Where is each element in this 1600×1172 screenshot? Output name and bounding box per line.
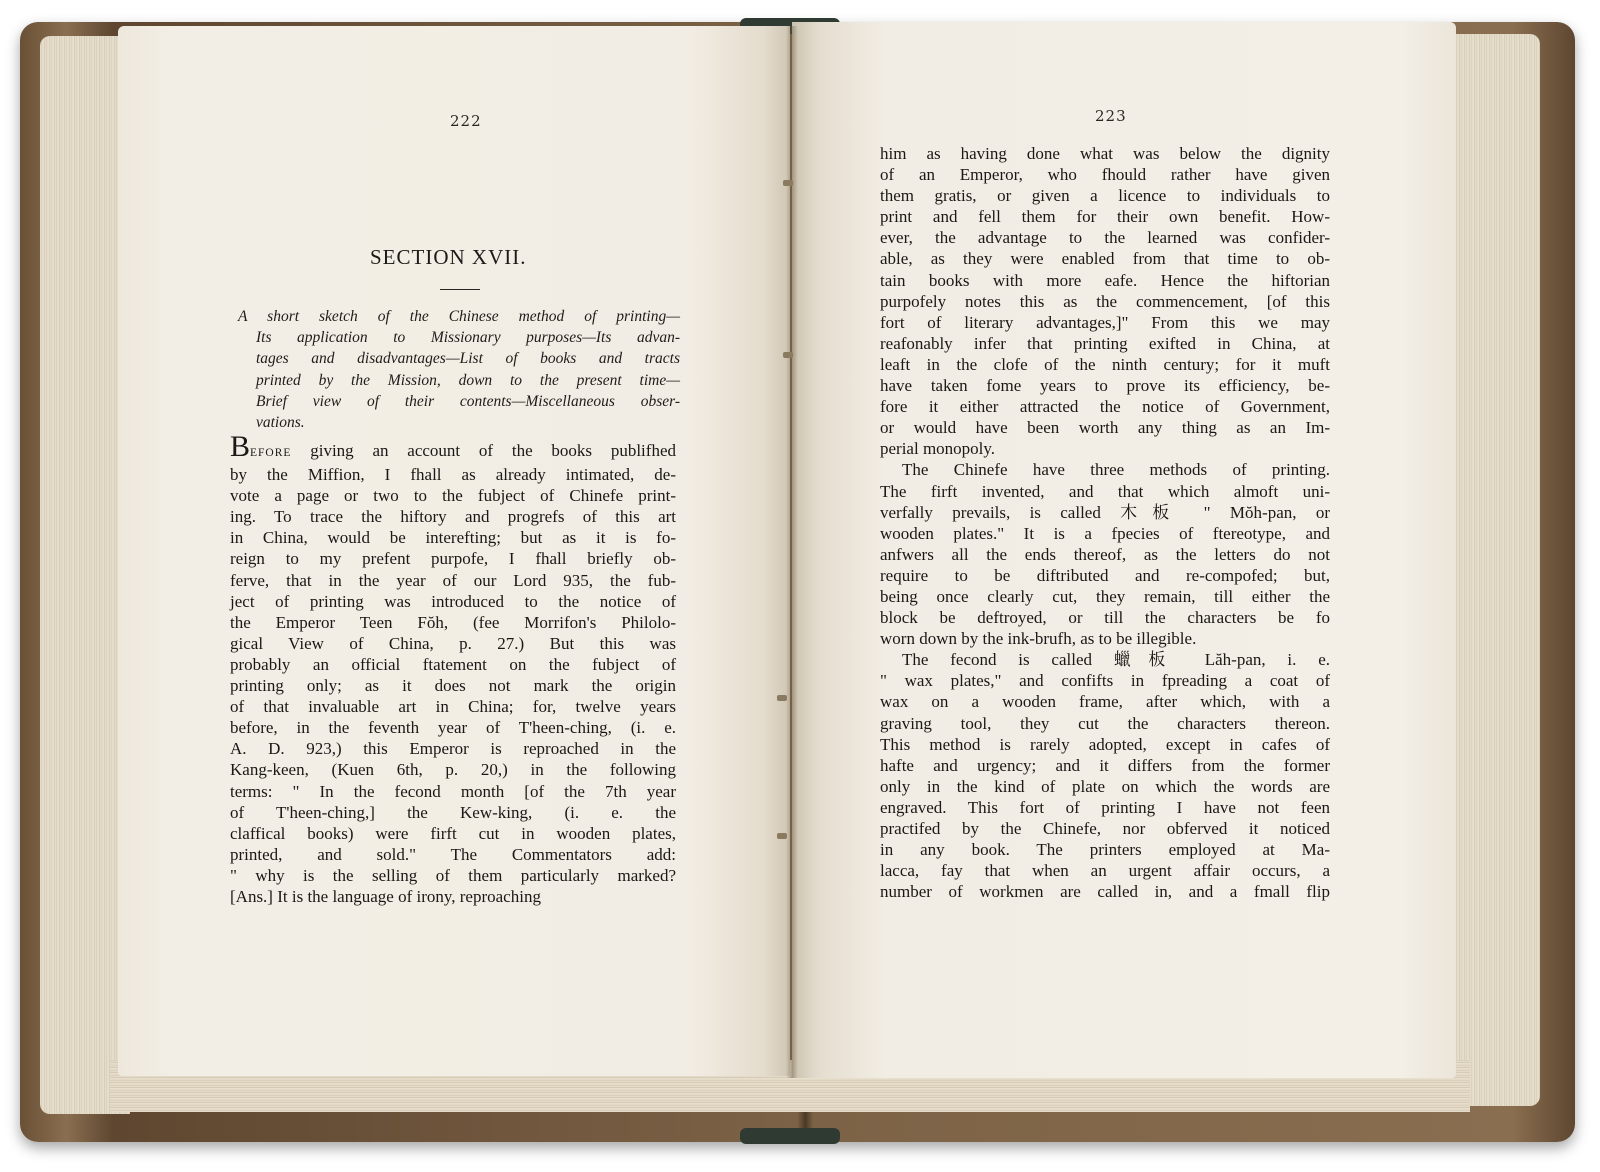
body-line: ferve, that in the year of our Lord 935, the fub-: [230, 570, 676, 590]
summary-line: printed by the Mission, down to the present time—: [256, 371, 680, 389]
left-page-number: 222: [450, 112, 482, 130]
body-line: fort of literary advantages,]" From this we may: [880, 312, 1330, 332]
body-line: the Emperor Teen Fŏh, (fee Morrifon's Philolo-: [230, 612, 676, 632]
body-line: them gratis, or given a licence to individuals to: [880, 186, 1330, 206]
body-line: The fecond is called 蠟板 Lăh-pan, i. e.: [902, 650, 1330, 670]
body-line: lacca, fay that when an urgent affair occurs, a: [880, 861, 1330, 881]
body-line: ing. To trace the hiftory and progrefs of this art: [230, 507, 676, 527]
body-line: claffical books) were firft cut in wooden plates,: [230, 823, 676, 843]
body-line: gical View of China, p. 27.) But this was: [230, 633, 676, 653]
body-line: number of workmen are called in, and a fmall flip: [880, 882, 1330, 902]
body-line: able, as they were enabled from that time to ob-: [880, 249, 1330, 269]
body-line: block be deftroyed, or till the characters be fo: [880, 608, 1330, 628]
title-rule: [440, 289, 480, 290]
body-line: ever, the advantage to the learned was confider-: [880, 228, 1330, 248]
body-line: perial monopoly.: [880, 439, 996, 459]
body-line: [Ans.] It is the language of irony, reproaching: [230, 886, 541, 906]
summary-line: Brief view of their contents—Miscellaneous obser-: [256, 392, 680, 410]
body-line: Kang-keen, (Kuen 6th, p. 20,) in the following: [230, 760, 676, 780]
body-line: The Chinefe have three methods of printing.: [902, 460, 1330, 480]
body-line: in China, would be interefting; but as it is fo-: [230, 528, 676, 548]
body-line: have taken fome years to prove its efficiency, be-: [880, 376, 1330, 396]
body-line: ject of printing was introduced to the notice of: [230, 591, 676, 611]
binding-stitch: [783, 352, 793, 358]
body-line: vote a page or two to the fubject of Chinefe print-: [230, 486, 676, 506]
first-line-rest: giving an account of the books publifhed: [291, 441, 676, 460]
body-line: worn down by the ink-brufh, as to be illegible.: [880, 629, 1197, 649]
drop-cap: B: [230, 430, 251, 463]
right-body-text: [880, 143, 1330, 902]
body-line: This method is rarely adopted, except in cafes of: [880, 734, 1330, 754]
section-summary: [238, 306, 680, 433]
body-line: practifed by the Chinefe, nor obferved it noticed: [880, 819, 1330, 838]
body-line: him as having done what was below the dignity: [880, 144, 1330, 163]
summary-line: tages and disadvantages—List of books and tracts: [256, 350, 680, 368]
body-line: A. D. 923,) this Emperor is reproached in the: [230, 739, 676, 759]
body-line: of an Emperor, who fhould rather have given: [880, 165, 1330, 185]
body-line: before, in the feventh year of T'heen-ching, (i. e.: [230, 718, 676, 738]
binding-stitch: [777, 695, 787, 701]
body-line: require to be diftributed and re-compofed; but,: [880, 565, 1330, 585]
body-first-line: [230, 430, 676, 464]
body-line: engraved. This fort of printing I have not feen: [880, 797, 1330, 817]
summary-line: A short sketch of the Chinese method of printing—: [238, 308, 680, 325]
body-line: by the Miffion, I fhall as already intimated, de-: [230, 465, 676, 485]
body-line: of that invaluable art in China; for, twelve years: [230, 697, 676, 717]
body-line: print and fell them for their own benefit. How-: [880, 207, 1330, 227]
summary-line: Its application to Missionary purposes—Its advan-: [256, 329, 680, 347]
body-line: tain books with more eafe. Hence the hiftorian: [880, 270, 1330, 290]
left-body-text: [230, 430, 676, 907]
body-line: fore it either attracted the notice of Government,: [880, 397, 1330, 417]
body-line: only in the kind of plate on which the words are: [880, 776, 1330, 796]
section-title: SECTION XVII.: [370, 245, 527, 269]
body-line: probably an official ftatement on the fubject of: [230, 654, 676, 674]
body-line: reafonably infer that printing exifted in China, at: [880, 333, 1330, 353]
body-line: terms: " In the fecond month [of the 7th year: [230, 781, 676, 801]
body-line: printed, and sold." The Commentators add:: [230, 844, 676, 864]
body-line: reign to my prefent purpofe, I fhall briefly ob-: [230, 549, 676, 569]
body-line: being once clearly cut, they remain, till either the: [880, 586, 1330, 606]
binding-stitch: [783, 180, 793, 186]
body-line: " why is the selling of them particularly marked?: [230, 865, 676, 885]
small-caps-word: EFORE: [250, 447, 292, 459]
summary-line: vations.: [256, 414, 305, 432]
binding-stitch: [777, 833, 787, 839]
body-line: or would have been worth any thing as an Im-: [880, 418, 1330, 438]
body-line: in any book. The printers employed at Ma-: [880, 840, 1330, 860]
body-line: printing only; as it does not mark the origin: [230, 676, 676, 696]
page-edges-left: [40, 36, 130, 1114]
body-line: graving tool, they cut the characters thereon.: [880, 713, 1330, 733]
body-line: anfwers all the ends thereof, as the letters do not: [880, 544, 1330, 564]
body-line: The firft invented, and that which almoft uni-: [880, 481, 1330, 501]
body-line: wax on a wooden frame, after which, with a: [880, 692, 1330, 712]
body-line: purpofely notes this as the commencement, [of this: [880, 291, 1330, 311]
body-line: " wax plates," and confifts in fpreading a coat of: [880, 671, 1330, 691]
right-page-number: 223: [1095, 107, 1127, 125]
body-line: verfally prevails, is called 木板 " Mŏh-pan, or: [880, 502, 1330, 522]
spine-cloth-bottom: [740, 1128, 840, 1144]
body-line: of T'heen-ching,] the Kew-king, (i. e. the: [230, 802, 676, 822]
body-line: leaft in the clofe of the ninth century; for it muft: [880, 354, 1330, 374]
body-line: hafte and urgency; and it differs from the former: [880, 755, 1330, 775]
body-line: wooden plates." It is a fpecies of ftereotype, and: [880, 523, 1330, 543]
